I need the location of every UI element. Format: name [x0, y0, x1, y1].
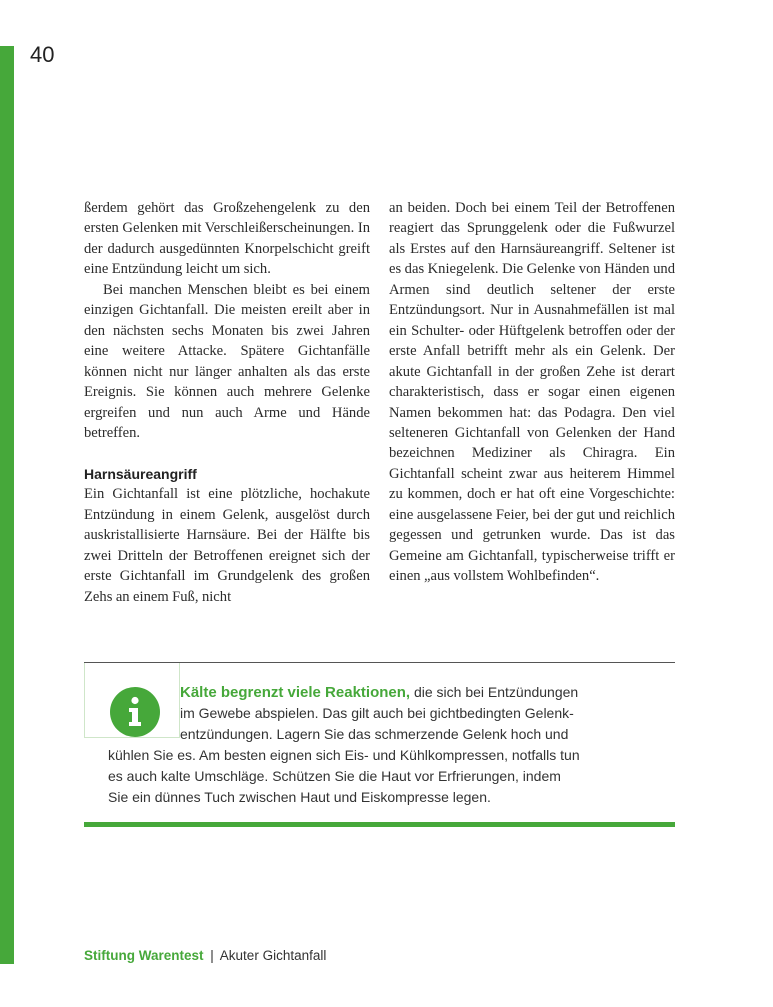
- page-footer: [84, 948, 326, 963]
- page-number: 40: [30, 42, 55, 67]
- right-paragraph-1: an beiden. Doch bei einem Teil der Betroffenen reagiert das Sprunggelenk oder die Fußwurzel als Erstes auf den Harnsäureangriff. Seltener ist es das Kniegelenk. Die Gelenke von Händen und Armen sind deutlich seltener der erste Entzündungsort. Nur in Ausnahmefällen ist mal ein Schulter- oder Hüftgelenk betroffen oder der erste Anfall betrifft mehr als ein Gelenk. Der akute Gichtanfall in der großen Zehe ist derart charakteristisch, dass er sogar einen eigenen Namen bekommen hat: das Podagra. Den viel selteneren Gichtanfall von Gelenken der Hand bezeichnen Mediziner als Chiragra. Ein Gichtanfall scheint zwar aus heiterem Himmel zu kommen, doch er hat oft eine Vorgeschichte: eine ausgelassene Feier, bei der gut und reichlich gegessen und getrunken wurde. Das ist das Gemeine am Gichtanfall, typischerweise trifft er einen „aus vollstem Wohlbefinden“.: [389, 200, 675, 585]
- footer-title: Akuter Gichtanfall: [219, 948, 327, 963]
- info-line-1-rest: die sich bei Entzündungen: [410, 684, 579, 700]
- footer-brand: Stiftung Warentest: [84, 948, 204, 963]
- info-line-4: kühlen Sie es. Am besten eignen sich Eis- und Kühlkompressen, notfalls tun: [108, 747, 580, 763]
- info-line-5: es auch kalte Umschläge. Schützen Sie die Haut vor Erfrierungen, indem: [108, 768, 561, 784]
- info-line-2: im Gewebe abspielen. Das gilt auch bei gichtbedingten Gelenk-: [180, 705, 574, 721]
- info-box-text: [84, 682, 675, 808]
- section-subheading: Harnsäureangriff: [84, 465, 197, 482]
- left-paragraph-2: Bei manchen Menschen bleibt es bei einem einzigen Gichtanfall. Die meisten ereilt aber in den nächsten sechs Monaten bis zwei Jahren eine weitere Attacke. Spätere Gichtanfälle können nicht nur länger anhalten als das erste Ereignis. Sie können auch mehrere Gelenke ergreifen und nun auch Arme und Hände betreffen.: [84, 281, 370, 441]
- info-line-3: entzündungen. Lagern Sie das schmerzende Gelenk hoch und: [180, 726, 569, 742]
- info-box-bottom-rule: [84, 822, 675, 827]
- left-text-column: [84, 198, 370, 607]
- right-text-column: [389, 198, 675, 587]
- info-line-1: [84, 682, 675, 703]
- left-paragraph-1: ßerdem gehört das Großzehengelenk zu den ersten Gelenken mit Verschleißerscheinungen. In der dadurch ausgedünnten Knorpelschicht greift eine Entzündung leicht um sich.: [84, 200, 370, 278]
- left-paragraph-3: Ein Gichtanfall ist eine plötzliche, hochakute Entzündung in einem Gelenk, ausgelöst durch auskristallisierte Harnsäure. Bei der Hälfte bis zwei Dritteln der Betroffenen ereignet sich der erste Gichtanfall im Grundgelenk des großen Zehs an einem Fuß, nicht: [84, 486, 370, 605]
- info-headline: Kälte begrenzt viele Reaktionen,: [180, 684, 411, 701]
- footer-separator: |: [210, 948, 214, 963]
- page-edge-green-bar: [0, 46, 14, 964]
- info-line-6: Sie ein dünnes Tuch zwischen Haut und Eiskompresse legen.: [108, 789, 491, 805]
